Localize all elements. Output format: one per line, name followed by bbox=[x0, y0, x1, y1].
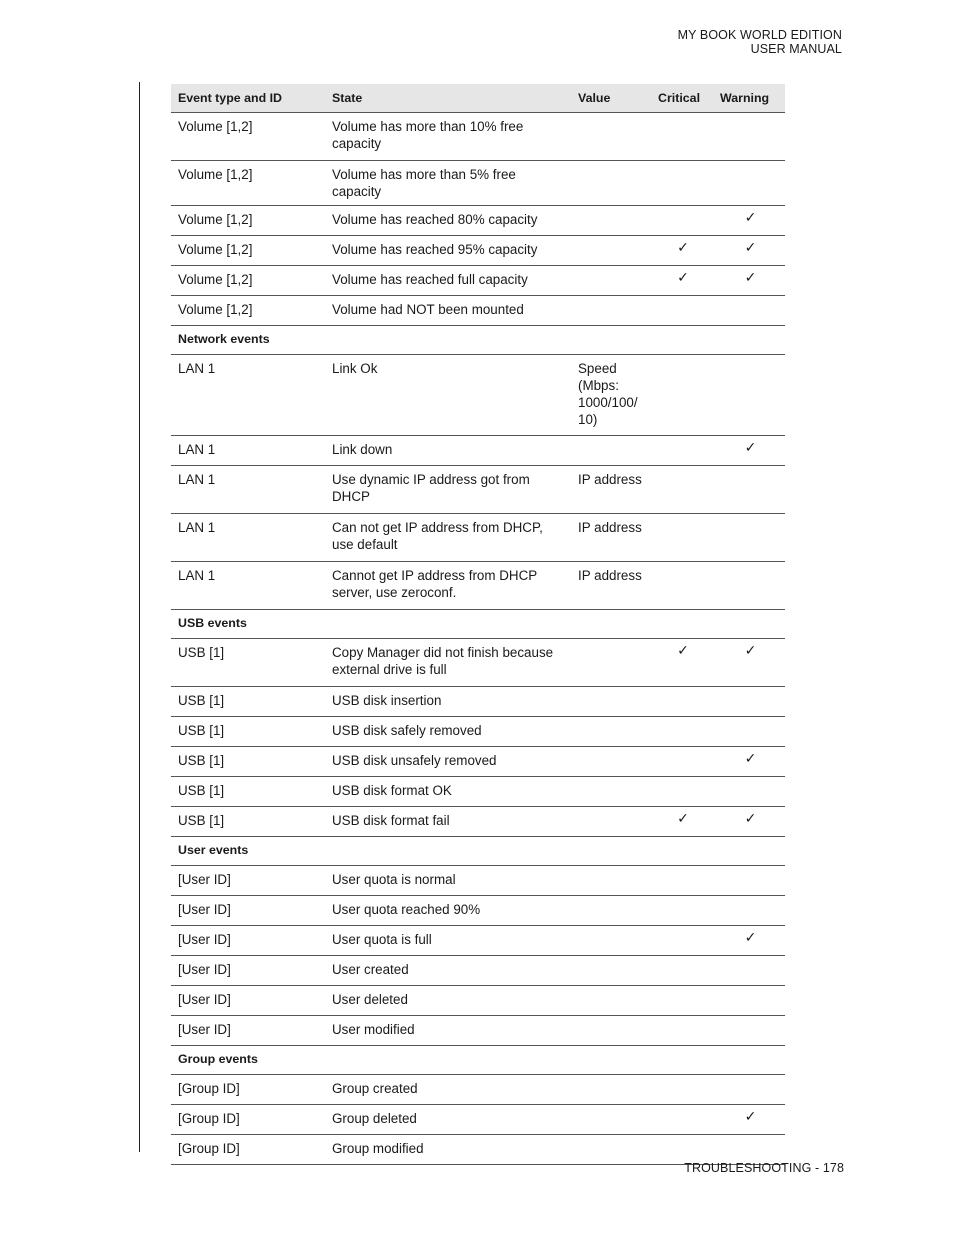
cell-value bbox=[571, 986, 654, 1016]
cell-state: Volume had NOT been mounted bbox=[325, 296, 571, 326]
table-row bbox=[171, 639, 785, 687]
cell-value bbox=[571, 747, 654, 777]
cell-event-type: LAN 1 bbox=[171, 562, 325, 610]
cell-warning-check-icon: ✓ bbox=[716, 807, 785, 837]
cell-value bbox=[571, 1016, 654, 1046]
column-header-value: Value bbox=[571, 84, 654, 113]
cell-event-type: Volume [1,2] bbox=[171, 296, 325, 326]
header-title: MY BOOK WORLD EDITION bbox=[677, 28, 842, 42]
cell-critical bbox=[654, 687, 716, 717]
cell-warning bbox=[716, 355, 785, 436]
cell-event-type: [User ID] bbox=[171, 1016, 325, 1046]
cell-event-type: [Group ID] bbox=[171, 1075, 325, 1105]
table-row bbox=[171, 466, 785, 514]
cell-warning bbox=[716, 986, 785, 1016]
cell-critical bbox=[654, 717, 716, 747]
cell-state: USB disk unsafely removed bbox=[325, 747, 571, 777]
table-row bbox=[171, 296, 785, 326]
cell-critical bbox=[654, 956, 716, 986]
column-header-state: State bbox=[325, 84, 571, 113]
cell-value: Speed (Mbps: 1000/100/ 10) bbox=[571, 355, 654, 436]
table-row bbox=[171, 161, 785, 206]
cell-warning-check-icon: ✓ bbox=[716, 747, 785, 777]
table-row bbox=[171, 1075, 785, 1105]
cell-event-type: [Group ID] bbox=[171, 1135, 325, 1165]
cell-critical bbox=[654, 777, 716, 807]
table-row bbox=[171, 113, 785, 161]
cell-warning bbox=[716, 956, 785, 986]
cell-warning bbox=[716, 1016, 785, 1046]
cell-value bbox=[571, 1105, 654, 1135]
cell-warning-check-icon: ✓ bbox=[716, 236, 785, 266]
cell-value bbox=[571, 113, 654, 161]
cell-event-type: USB [1] bbox=[171, 777, 325, 807]
column-header-event-type: Event type and ID bbox=[171, 84, 325, 113]
cell-state: Volume has more than 5% free capacity bbox=[325, 161, 571, 206]
cell-critical-check-icon: ✓ bbox=[654, 236, 716, 266]
cell-warning bbox=[716, 1075, 785, 1105]
table-row bbox=[171, 1135, 785, 1165]
cell-warning bbox=[716, 161, 785, 206]
cell-state: User deleted bbox=[325, 986, 571, 1016]
column-header-critical: Critical bbox=[654, 84, 716, 113]
cell-event-type: LAN 1 bbox=[171, 466, 325, 514]
cell-event-type: [User ID] bbox=[171, 866, 325, 896]
cell-state: Group deleted bbox=[325, 1105, 571, 1135]
cell-event-type: [User ID] bbox=[171, 926, 325, 956]
cell-value bbox=[571, 206, 654, 236]
cell-critical bbox=[654, 206, 716, 236]
cell-warning bbox=[716, 466, 785, 514]
cell-state: Volume has reached full capacity bbox=[325, 266, 571, 296]
cell-warning bbox=[716, 113, 785, 161]
cell-event-type: USB [1] bbox=[171, 807, 325, 837]
table-header-row bbox=[171, 84, 785, 113]
cell-value bbox=[571, 866, 654, 896]
section-row bbox=[171, 1046, 785, 1075]
cell-warning bbox=[716, 717, 785, 747]
cell-warning bbox=[716, 296, 785, 326]
cell-event-type: Volume [1,2] bbox=[171, 161, 325, 206]
cell-value: IP address bbox=[571, 466, 654, 514]
margin-rule bbox=[139, 82, 140, 1152]
cell-state: Group created bbox=[325, 1075, 571, 1105]
cell-warning bbox=[716, 687, 785, 717]
cell-warning bbox=[716, 1135, 785, 1165]
cell-state: Group modified bbox=[325, 1135, 571, 1165]
cell-event-type: USB [1] bbox=[171, 747, 325, 777]
cell-warning bbox=[716, 514, 785, 562]
table-row bbox=[171, 777, 785, 807]
cell-state: Copy Manager did not finish because external drive is full bbox=[325, 639, 571, 687]
cell-critical bbox=[654, 747, 716, 777]
cell-state: Cannot get IP address from DHCP server, use zeroconf. bbox=[325, 562, 571, 610]
cell-event-type: [User ID] bbox=[171, 986, 325, 1016]
section-row bbox=[171, 610, 785, 639]
cell-value bbox=[571, 896, 654, 926]
cell-warning-check-icon: ✓ bbox=[716, 206, 785, 236]
cell-warning-check-icon: ✓ bbox=[716, 266, 785, 296]
table-row bbox=[171, 355, 785, 436]
cell-value bbox=[571, 1075, 654, 1105]
table-row bbox=[171, 1016, 785, 1046]
cell-critical bbox=[654, 866, 716, 896]
cell-value bbox=[571, 956, 654, 986]
cell-state: Can not get IP address from DHCP, use default bbox=[325, 514, 571, 562]
cell-warning bbox=[716, 866, 785, 896]
cell-critical bbox=[654, 113, 716, 161]
cell-critical bbox=[654, 514, 716, 562]
cell-critical-check-icon: ✓ bbox=[654, 266, 716, 296]
cell-state: Volume has reached 95% capacity bbox=[325, 236, 571, 266]
cell-event-type: LAN 1 bbox=[171, 436, 325, 466]
cell-event-type: Volume [1,2] bbox=[171, 206, 325, 236]
cell-value bbox=[571, 296, 654, 326]
table-row bbox=[171, 986, 785, 1016]
cell-critical bbox=[654, 466, 716, 514]
event-table bbox=[171, 84, 785, 1165]
cell-warning-check-icon: ✓ bbox=[716, 436, 785, 466]
cell-state: Link Ok bbox=[325, 355, 571, 436]
cell-critical bbox=[654, 896, 716, 926]
cell-event-type: [User ID] bbox=[171, 956, 325, 986]
cell-value bbox=[571, 717, 654, 747]
cell-value bbox=[571, 236, 654, 266]
cell-warning-check-icon: ✓ bbox=[716, 926, 785, 956]
column-header-warning: Warning bbox=[716, 84, 785, 113]
cell-state: USB disk insertion bbox=[325, 687, 571, 717]
cell-warning bbox=[716, 562, 785, 610]
cell-event-type: Volume [1,2] bbox=[171, 236, 325, 266]
cell-value bbox=[571, 1135, 654, 1165]
cell-critical bbox=[654, 161, 716, 206]
section-label: Network events bbox=[171, 326, 785, 355]
table-row bbox=[171, 514, 785, 562]
cell-warning-check-icon: ✓ bbox=[716, 1105, 785, 1135]
table-row bbox=[171, 266, 785, 296]
table-row bbox=[171, 1105, 785, 1135]
running-header bbox=[678, 28, 842, 56]
cell-value bbox=[571, 687, 654, 717]
section-row bbox=[171, 837, 785, 866]
section-label: USB events bbox=[171, 610, 785, 639]
cell-event-type: [User ID] bbox=[171, 896, 325, 926]
cell-value bbox=[571, 266, 654, 296]
cell-event-type: LAN 1 bbox=[171, 514, 325, 562]
page-footer: TROUBLESHOOTING - 178 bbox=[684, 1161, 844, 1175]
cell-critical bbox=[654, 1016, 716, 1046]
cell-warning bbox=[716, 896, 785, 926]
table-row bbox=[171, 926, 785, 956]
header-subtitle: USER MANUAL bbox=[750, 42, 842, 56]
cell-value bbox=[571, 436, 654, 466]
cell-critical bbox=[654, 355, 716, 436]
table-row bbox=[171, 236, 785, 266]
cell-value bbox=[571, 161, 654, 206]
cell-critical bbox=[654, 1075, 716, 1105]
cell-event-type: USB [1] bbox=[171, 687, 325, 717]
table-row bbox=[171, 717, 785, 747]
table-row bbox=[171, 562, 785, 610]
table-row bbox=[171, 896, 785, 926]
cell-event-type: USB [1] bbox=[171, 717, 325, 747]
cell-critical-check-icon: ✓ bbox=[654, 807, 716, 837]
cell-event-type: Volume [1,2] bbox=[171, 113, 325, 161]
cell-critical bbox=[654, 926, 716, 956]
cell-state: User quota is full bbox=[325, 926, 571, 956]
table-row bbox=[171, 687, 785, 717]
cell-value bbox=[571, 807, 654, 837]
cell-warning-check-icon: ✓ bbox=[716, 639, 785, 687]
table-row bbox=[171, 807, 785, 837]
cell-value bbox=[571, 777, 654, 807]
cell-state: Use dynamic IP address got from DHCP bbox=[325, 466, 571, 514]
cell-state: User quota reached 90% bbox=[325, 896, 571, 926]
cell-critical bbox=[654, 986, 716, 1016]
table-row bbox=[171, 747, 785, 777]
cell-value: IP address bbox=[571, 514, 654, 562]
table-row bbox=[171, 866, 785, 896]
table-row bbox=[171, 956, 785, 986]
cell-event-type: Volume [1,2] bbox=[171, 266, 325, 296]
cell-event-type: LAN 1 bbox=[171, 355, 325, 436]
table-row bbox=[171, 206, 785, 236]
cell-critical bbox=[654, 562, 716, 610]
cell-state: User created bbox=[325, 956, 571, 986]
cell-state: User quota is normal bbox=[325, 866, 571, 896]
cell-state: Link down bbox=[325, 436, 571, 466]
cell-critical bbox=[654, 1105, 716, 1135]
cell-event-type: [Group ID] bbox=[171, 1105, 325, 1135]
cell-state: User modified bbox=[325, 1016, 571, 1046]
cell-critical bbox=[654, 296, 716, 326]
section-label: User events bbox=[171, 837, 785, 866]
cell-state: Volume has reached 80% capacity bbox=[325, 206, 571, 236]
table-row bbox=[171, 436, 785, 466]
cell-event-type: USB [1] bbox=[171, 639, 325, 687]
cell-critical-check-icon: ✓ bbox=[654, 639, 716, 687]
cell-critical bbox=[654, 436, 716, 466]
cell-state: Volume has more than 10% free capacity bbox=[325, 113, 571, 161]
cell-warning bbox=[716, 777, 785, 807]
cell-state: USB disk format fail bbox=[325, 807, 571, 837]
cell-value bbox=[571, 926, 654, 956]
cell-state: USB disk safely removed bbox=[325, 717, 571, 747]
cell-state: USB disk format OK bbox=[325, 777, 571, 807]
cell-critical bbox=[654, 1135, 716, 1165]
section-row bbox=[171, 326, 785, 355]
cell-value bbox=[571, 639, 654, 687]
section-label: Group events bbox=[171, 1046, 785, 1075]
table-body bbox=[171, 113, 785, 1165]
cell-value: IP address bbox=[571, 562, 654, 610]
